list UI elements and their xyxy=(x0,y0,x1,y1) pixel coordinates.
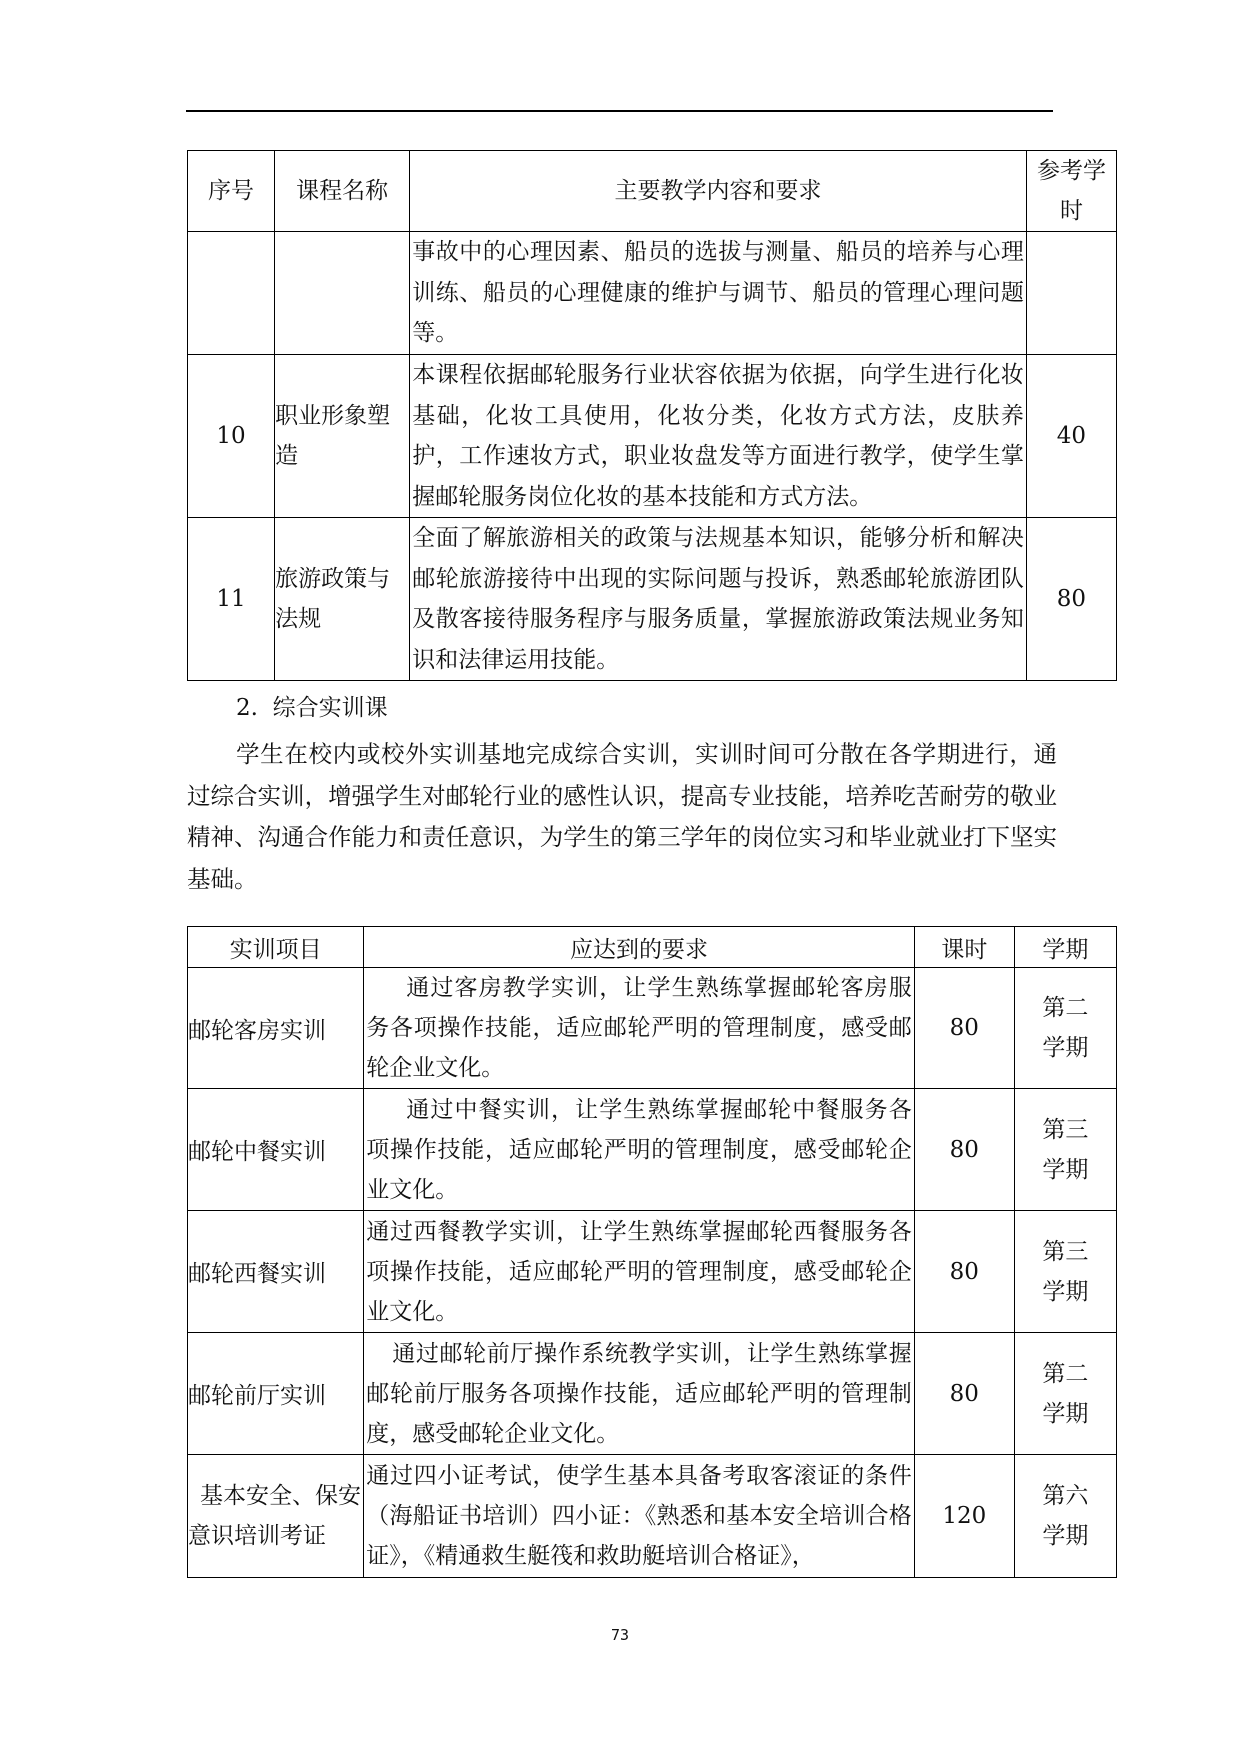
row-term: 第二学期 xyxy=(1014,968,1116,1089)
header-rule xyxy=(186,110,1053,112)
table-row xyxy=(188,518,1117,681)
row-hours xyxy=(1026,232,1116,355)
row-hours: 80 xyxy=(914,1089,1014,1211)
row-hours: 80 xyxy=(914,1211,1014,1333)
course-table xyxy=(187,150,1117,681)
header-course-name: 课程名称 xyxy=(275,151,410,232)
row-course-name: 职业形象塑造 xyxy=(275,355,410,518)
header-no: 序号 xyxy=(188,151,275,232)
table-header-row xyxy=(188,927,1117,968)
table-row xyxy=(188,232,1117,355)
row-term: 第三学期 xyxy=(1014,1089,1116,1211)
page-number: 73 xyxy=(610,1626,630,1644)
row-hours: 120 xyxy=(914,1455,1014,1578)
table-row xyxy=(188,1455,1117,1578)
row-requirement: 通过四小证考试，使学生基本具备考取客滚证的条件（海船证书培训）四小证：《熟悉和基本安全培训合格证》，《精通救生艇筏和救助艇培训合格证》， xyxy=(364,1455,915,1578)
table-row xyxy=(188,1089,1117,1211)
header-hours: 课时 xyxy=(914,927,1014,968)
row-hours: 80 xyxy=(1026,518,1116,681)
row-item: 邮轮客房实训 xyxy=(188,968,364,1089)
table-row xyxy=(188,1211,1117,1333)
row-item: 基本安全、保安意识培训考证 xyxy=(188,1455,364,1578)
row-hours: 40 xyxy=(1026,355,1116,518)
section-title: 2. 综合实训课 xyxy=(236,695,388,721)
header-term: 学期 xyxy=(1014,927,1116,968)
row-no xyxy=(188,232,275,355)
row-content: 事故中的心理因素、船员的选拔与测量、船员的培养与心理训练、船员的心理健康的维护与调节、船员的管理心理问题等。 xyxy=(410,232,1027,355)
table-row xyxy=(188,968,1117,1089)
header-requirement: 应达到的要求 xyxy=(364,927,915,968)
row-item: 邮轮中餐实训 xyxy=(188,1089,364,1211)
training-table xyxy=(187,926,1117,1578)
row-no: 11 xyxy=(188,518,275,681)
row-requirement: 通过邮轮前厅操作系统教学实训，让学生熟练掌握邮轮前厅服务各项操作技能，适应邮轮严明的管理制度，感受邮轮企业文化。 xyxy=(364,1333,915,1455)
row-content: 本课程依据邮轮服务行业状容依据为依据，向学生进行化妆基础，化妆工具使用，化妆分类，化妆方式方法，皮肤养护，工作速妆方式，职业妆盘发等方面进行教学，使学生掌握邮轮服务岗位化妆的基本技能和方式方法。 xyxy=(410,355,1027,518)
header-item: 实训项目 xyxy=(188,927,364,968)
row-course-name: 旅游政策与法规 xyxy=(275,518,410,681)
header-content: 主要教学内容和要求 xyxy=(410,151,1027,232)
table-row xyxy=(188,355,1117,518)
row-hours: 80 xyxy=(914,1333,1014,1455)
row-content: 全面了解旅游相关的政策与法规基本知识，能够分析和解决邮轮旅游接待中出现的实际问题与投诉，熟悉邮轮旅游团队及散客接待服务程序与服务质量，掌握旅游政策法规业务知识和法律运用技能。 xyxy=(410,518,1027,681)
row-requirement: 通过中餐实训，让学生熟练掌握邮轮中餐服务各项操作技能，适应邮轮严明的管理制度，感受邮轮企业文化。 xyxy=(364,1089,915,1211)
row-course-name xyxy=(275,232,410,355)
table-header-row xyxy=(188,151,1117,232)
row-no: 10 xyxy=(188,355,275,518)
row-hours: 80 xyxy=(914,968,1014,1089)
section-paragraph: 学生在校内或校外实训基地完成综合实训，实训时间可分散在各学期进行，通过综合实训，增强学生对邮轮行业的感性认识，提高专业技能，培养吃苦耐劳的敬业精神、沟通合作能力和责任意识，为学生的第三学年的岗位实习和毕业就业打下坚实基础。 xyxy=(187,740,1057,893)
header-hours: 参考学时 xyxy=(1026,151,1116,232)
table-row xyxy=(188,1333,1117,1455)
row-item: 邮轮前厅实训 xyxy=(188,1333,364,1455)
row-term: 第六学期 xyxy=(1014,1455,1116,1578)
row-requirement: 通过客房教学实训，让学生熟练掌握邮轮客房服务各项操作技能，适应邮轮严明的管理制度，感受邮轮企业文化。 xyxy=(364,968,915,1089)
row-item: 邮轮西餐实训 xyxy=(188,1211,364,1333)
row-term: 第二学期 xyxy=(1014,1333,1116,1455)
row-term: 第三学期 xyxy=(1014,1211,1116,1333)
row-requirement: 通过西餐教学实训，让学生熟练掌握邮轮西餐服务各项操作技能，适应邮轮严明的管理制度，感受邮轮企业文化。 xyxy=(364,1211,915,1333)
